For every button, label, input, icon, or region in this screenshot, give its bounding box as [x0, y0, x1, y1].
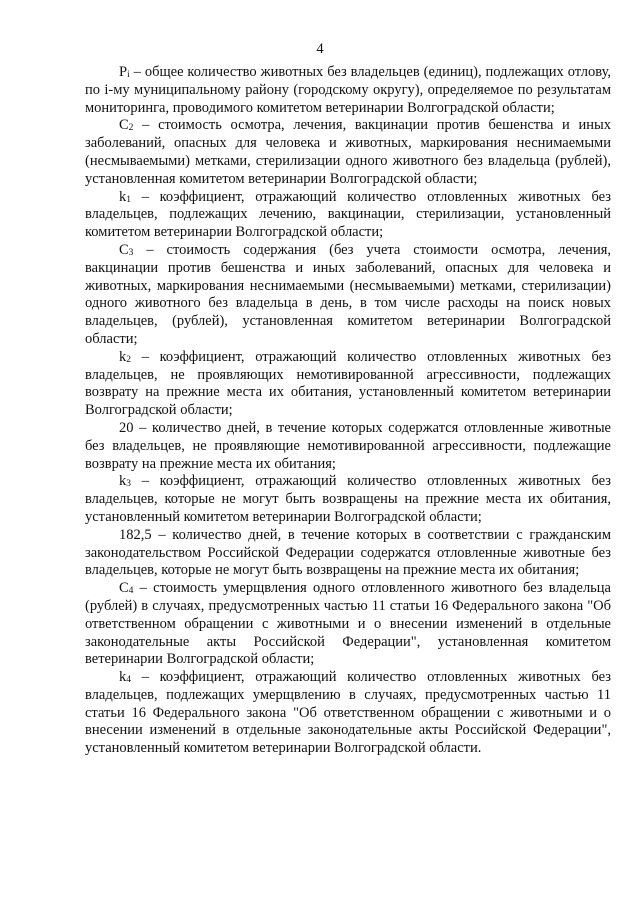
definition-text: – коэффициент, отражающий количество отловленных животных без владельцев, подлежащих умерщвлению в случаях, предусмотренных частью 11 статьи 16 Федерального закона "Об ответственном обращении с животными и о внесении изменений в отдельные законодательные акты Российской Федерации", установленный комитетом ветеринарии Волгоградской области.	[85, 669, 611, 757]
definition-p-i	[85, 64, 611, 117]
definition-c4	[85, 580, 611, 669]
definition-text: – количество дней, в течение которых в соответствии с гражданским законодательством Российской Федерации содержатся отловленные животные без владельцев, которые не могут быть возвращены на прежние места их обитания;	[85, 526, 611, 579]
definition-text: – стоимость осмотра, лечения, вакцинации против бешенства и иных заболеваний, опасных для человека и животных, маркирования неснимаемыми (несмываемыми) метками, стерилизации одного животного без владельца (рублей), установленная комитетом ветеринарии Волгоградской области;	[85, 117, 611, 187]
definition-text: – количество дней, в течение которых содержатся отловленные животные без владельцев, не проявляющие немотивированной агрессивности, подлежащие возврату на прежние места их обитания;	[85, 419, 611, 472]
definition-text: – стоимость умерщвления одного отловленного животного без владельца (рублей) в случаях, предусмотренных частью 11 статьи 16 Федерального закона "Об ответственном обращении с животными и о внесении изменений в отдельные законодательные акты Российской Федерации", установленная комитетом ветеринарии Волгоградской области;	[85, 580, 611, 668]
definition-text: – коэффициент, отражающий количество отловленных животных без владельцев, подлежащих лечению, вакцинации, стерилизации, установленный комитетом ветеринарии Волгоградской области;	[85, 188, 611, 241]
definition-symbol: $k_1$	[119, 188, 131, 205]
definition-182-5-days	[85, 527, 611, 580]
definition-symbol: $P_i$	[119, 64, 130, 80]
definition-k2	[85, 349, 611, 420]
definition-symbol: $C_2$	[119, 117, 134, 134]
definition-20-days	[85, 420, 611, 473]
definition-symbol: $k_4$	[119, 669, 131, 686]
definition-text: – стоимость содержания (без учета стоимости осмотра, лечения, вакцинации против бешенства и иных заболеваний, опасных для человека и животных, маркирования неснимаемыми (несмываемыми) метками, стерилизации) одного животного без владельца в день, в том числе расходы на поиск новых владельцев, (рублей), установленная комитетом ветеринарии Волгоградской области;	[85, 241, 611, 347]
definitions-list	[85, 64, 611, 758]
definition-k1	[85, 189, 611, 242]
definition-text: – коэффициент, отражающий количество отловленных животных без владельцев, которые не могут быть возвращены на прежние места их обитания, установленный комитетом ветеринарии Волгоградской области;	[85, 473, 611, 525]
definition-k4	[85, 669, 611, 758]
definition-k3	[85, 473, 611, 526]
definition-symbol: $C_4$	[119, 580, 134, 597]
definition-symbol: $C_3$	[119, 241, 134, 258]
definition-symbol: $k_3$	[119, 473, 131, 490]
definition-symbol: 20	[119, 419, 134, 436]
definition-c3	[85, 242, 611, 349]
definition-text: – коэффициент, отражающий количество отловленных животных без владельцев, не проявляющих немотивированной агрессивности, подлежащих возврату на прежние места их обитания, установленный комитетом ветеринарии Волгоградской области;	[85, 348, 611, 419]
definition-text: – общее количество животных без владельцев (единиц), подлежащих отлову, по i-му муниципальному району (городскому округу), определяемое по результатам мониторинга, проводимого комитетом ветеринарии Волгоградской области;	[85, 64, 611, 116]
definition-symbol: $k_2$	[119, 348, 131, 365]
definition-symbol: 182,5	[119, 526, 152, 543]
page-number: 4	[316, 41, 324, 57]
definition-c2	[85, 117, 611, 188]
